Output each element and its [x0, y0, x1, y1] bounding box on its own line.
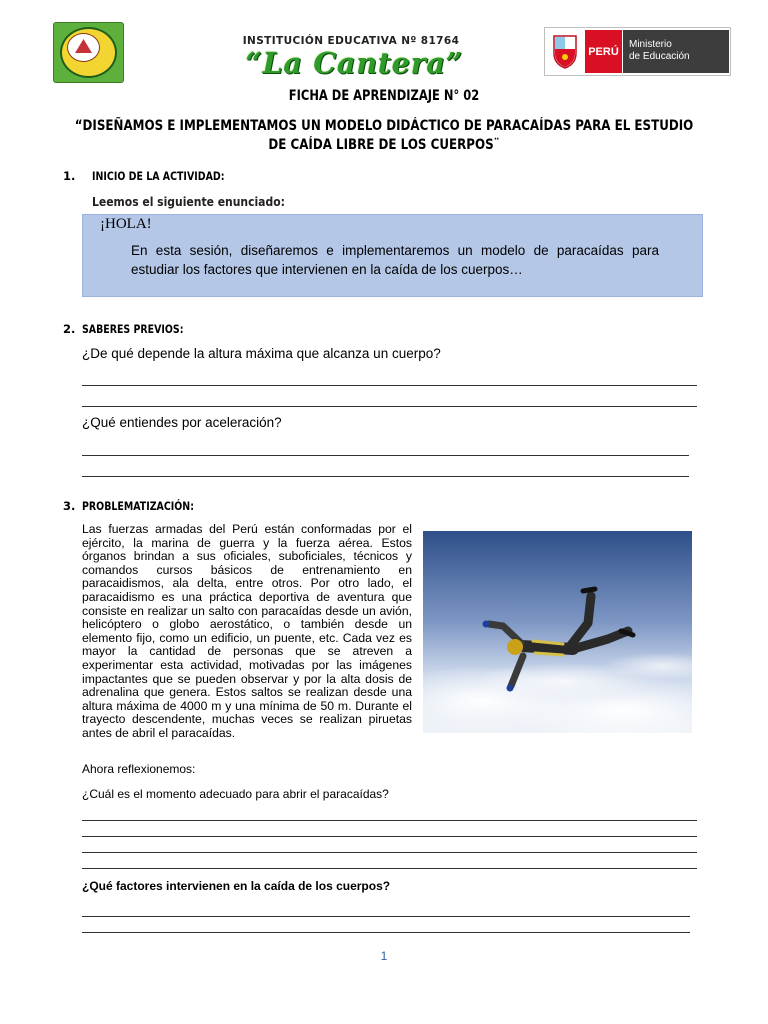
- sheet-title: FICHA DE APRENDIZAJE N° 02: [288, 88, 480, 104]
- answer-line: [82, 385, 697, 386]
- answer-line: [82, 820, 697, 821]
- question-2: ¿Qué entiendes por aceleración?: [82, 415, 282, 430]
- peru-brand: PERÚ: [585, 30, 622, 73]
- page-number: 1: [380, 949, 388, 963]
- section-2-number: 2.: [63, 322, 76, 336]
- answer-line: [82, 852, 697, 853]
- school-seal-logo: [53, 22, 124, 83]
- peru-coat-of-arms-icon: [550, 33, 580, 70]
- answer-line: [82, 932, 690, 933]
- lead-text: Leemos el siguiente enunciado:: [92, 195, 285, 209]
- answer-line: [82, 455, 689, 456]
- answer-line: [82, 836, 697, 837]
- reflect-text: Ahora reflexionemos:: [82, 762, 196, 776]
- section-3-number: 3.: [63, 499, 76, 513]
- section-1-number: 1.: [63, 169, 76, 183]
- problem-paragraph: Las fuerzas armadas del Perú están conformadas por el ejército, la marina de guerra y la fuerza aérea. Estos órganos brindan a sus oficiales, suboficiales, técnicos y comandos cursos básicos de entrenamiento en paracaidismos, ala delta, entre otros. Por otro lado, el paracaidismo es una práctica deportiva de aventura que consiste en realizar un salto con paracaídas desde un avión, helicóptero o globo aerostático, o también desde un elemento fijo, como un edificio, un puente, etc. Cada vez es mayor la cantidad de personas que se atreven a experimentar esta actividad, motivadas por las imágenes impactantes que se pueden observar y por la alta dosis de adrenalina que genera. Estos saltos se realizan desde una altura máxima de 4000 m y una mínima de 50 m. Durante el trayecto descendente, muchas veces se realizan piruetas antes de abril el paracaídas.: [82, 522, 412, 740]
- question-3: ¿Cuál es el momento adecuado para abrir el paracaídas?: [82, 787, 389, 801]
- ministry-name: Ministerio de Educación: [623, 30, 729, 73]
- school-name-logo: “La Cantera”: [245, 46, 463, 80]
- hola-title: ¡HOLA!: [100, 216, 152, 232]
- answer-line: [82, 868, 697, 869]
- ministry-logo: [544, 27, 731, 76]
- question-4: ¿Qué factores intervienen en la caída de los cuerpos?: [82, 879, 391, 893]
- main-title-line-2: DE CAÍDA LIBRE DE LOS CUERPOS¨: [268, 137, 500, 153]
- answer-line: [82, 476, 689, 477]
- answer-line: [82, 406, 697, 407]
- skydiver-photo: [423, 531, 692, 733]
- main-title-line-1: “DISEÑAMOS E IMPLEMENTAMOS UN MODELO DIDÁCTICO DE PARACAÍDAS PARA EL ESTUDIO: [74, 118, 694, 134]
- hola-text: En esta sesión, diseñaremos e implementaremos un modelo de paracaídas para estudiar los factores que intervienen en la caída de los cuerpos…: [131, 243, 659, 277]
- answer-line: [82, 916, 690, 917]
- institution-name: INSTITUCIÓN EDUCATIVA Nº 81764: [242, 35, 460, 47]
- question-1: ¿De qué depende la altura máxima que alcanza un cuerpo?: [82, 346, 441, 361]
- section-1-heading: INICIO DE LA ACTIVIDAD:: [92, 169, 225, 183]
- section-3-heading: PROBLEMATIZACIÓN:: [82, 499, 194, 513]
- section-2-heading: SABERES PREVIOS:: [82, 322, 184, 336]
